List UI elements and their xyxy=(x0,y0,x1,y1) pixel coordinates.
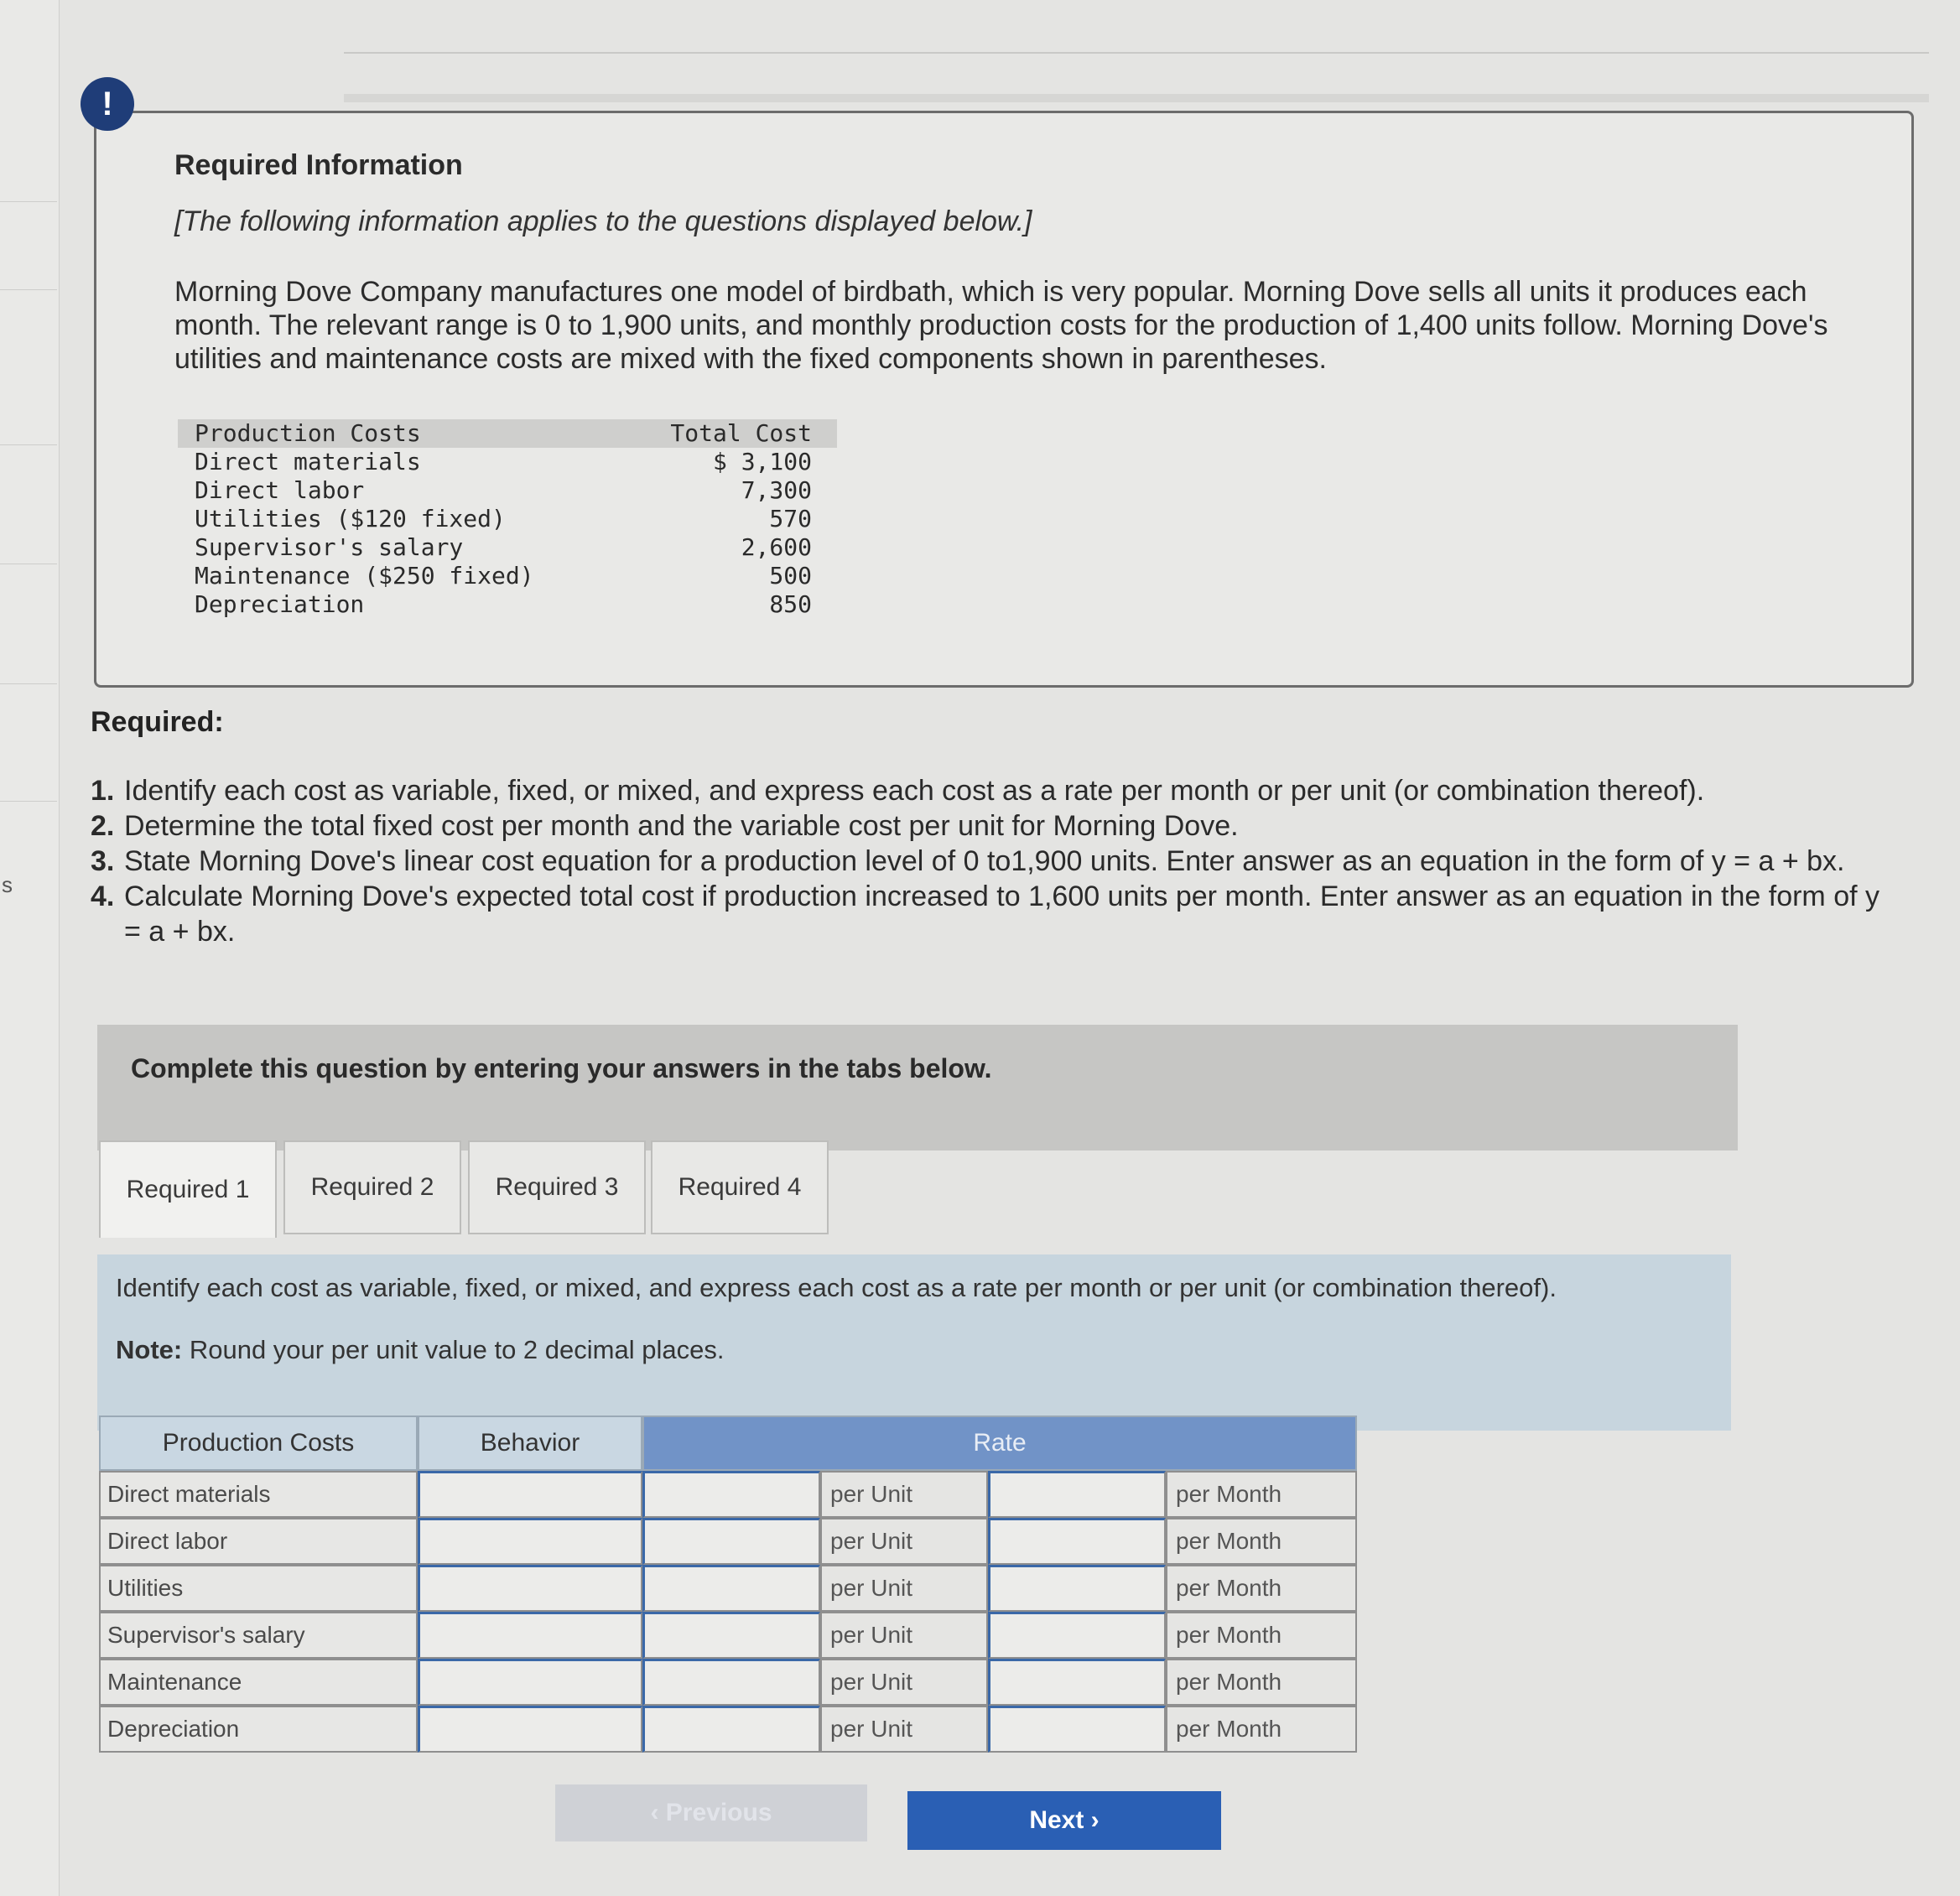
per-month-rate-input[interactable] xyxy=(988,1659,1166,1706)
cost-value: 570 xyxy=(769,505,812,532)
required-heading: Required: xyxy=(91,706,224,738)
required-item xyxy=(91,879,1894,949)
note-text: Round your per unit value to 2 decimal places. xyxy=(189,1335,725,1364)
per-unit-rate-input[interactable] xyxy=(642,1471,820,1518)
per-month-rate-input[interactable] xyxy=(988,1471,1166,1518)
per-unit-suffix: per Unit xyxy=(820,1659,988,1706)
cost-value: 2,600 xyxy=(741,533,812,561)
left-divider xyxy=(0,201,57,202)
info-paragraph: Morning Dove Company manufactures one model of birdbath, which is very popular. Morning Dove sells all units it produces each month. The relevant range is 0 to 1,900 units, and monthly production costs for the production of 1,400 units follow. Morning Dove's utilities and maintenance costs are mixed with the fixed components shown in parentheses. xyxy=(174,276,1828,375)
per-month-suffix: per Month xyxy=(1166,1659,1357,1706)
per-month-rate-input[interactable] xyxy=(988,1706,1166,1753)
header-behavior: Behavior xyxy=(418,1416,642,1471)
per-unit-suffix: per Unit xyxy=(820,1565,988,1612)
per-unit-rate-input[interactable] xyxy=(642,1565,820,1612)
tab-required-4[interactable]: Required 4 xyxy=(651,1140,829,1234)
instructions-panel xyxy=(97,1254,1731,1431)
left-divider xyxy=(0,683,57,684)
required-item-number: 1. xyxy=(91,775,115,807)
required-item-number: 3. xyxy=(91,845,115,877)
cost-value: 7,300 xyxy=(741,476,812,504)
left-strip xyxy=(0,0,60,1896)
cost-row xyxy=(178,476,837,505)
row-label-depreciation: Depreciation xyxy=(99,1706,418,1753)
alert-icon: ! xyxy=(81,77,134,131)
cost-value: $ 3,100 xyxy=(712,448,812,475)
production-cost-table xyxy=(178,419,837,619)
per-unit-suffix: per Unit xyxy=(820,1706,988,1753)
per-unit-suffix: per Unit xyxy=(820,1612,988,1659)
cost-label: Direct labor xyxy=(195,476,365,504)
info-subtitle: [The following information applies to the questions displayed below.] xyxy=(174,205,1032,237)
top-divider xyxy=(344,52,1929,54)
cost-label: Maintenance ($250 fixed) xyxy=(195,562,534,590)
per-unit-rate-input[interactable] xyxy=(642,1659,820,1706)
cost-label: Utilities ($120 fixed) xyxy=(195,505,506,532)
per-unit-rate-input[interactable] xyxy=(642,1518,820,1565)
required-item-number: 2. xyxy=(91,810,115,842)
cost-value: 500 xyxy=(769,562,812,590)
cost-label: Depreciation xyxy=(195,590,365,618)
cost-value: 850 xyxy=(769,590,812,618)
left-divider xyxy=(0,444,57,445)
per-month-suffix: per Month xyxy=(1166,1518,1357,1565)
behavior-input[interactable] xyxy=(418,1518,642,1565)
per-unit-suffix: per Unit xyxy=(820,1518,988,1565)
required-item-text: Identify each cost as variable, fixed, or mixed, and express each cost as a rate per month or per unit (or combination thereof). xyxy=(124,775,1705,807)
required-item-text: State Morning Dove's linear cost equation for a production level of 0 to1,900 units. Enter answer as an equation in the form of y = a + bx. xyxy=(124,845,1845,877)
previous-button[interactable]: ‹ Previous xyxy=(555,1784,867,1841)
answer-table xyxy=(99,1416,1357,1776)
behavior-input[interactable] xyxy=(418,1565,642,1612)
instructions-text: Identify each cost as variable, fixed, or mixed, and express each cost as a rate per month or per unit (or combination thereof). xyxy=(116,1273,1557,1302)
left-divider xyxy=(0,801,57,802)
left-divider xyxy=(0,289,57,290)
cost-row xyxy=(178,562,837,590)
behavior-input[interactable] xyxy=(418,1471,642,1518)
cost-label: Direct materials xyxy=(195,448,421,475)
required-item-number: 4. xyxy=(91,880,115,912)
left-edge-glyph: s xyxy=(2,872,13,897)
row-label-maintenance: Maintenance xyxy=(99,1659,418,1706)
required-item xyxy=(91,773,1894,808)
row-label-supervisors-salary: Supervisor's salary xyxy=(99,1612,418,1659)
complete-banner-text: Complete this question by entering your answers in the tabs below. xyxy=(131,1053,992,1083)
per-month-suffix: per Month xyxy=(1166,1706,1357,1753)
per-month-rate-input[interactable] xyxy=(988,1612,1166,1659)
behavior-input[interactable] xyxy=(418,1659,642,1706)
header-rate: Rate xyxy=(642,1416,1357,1471)
tab-required-3[interactable]: Required 3 xyxy=(468,1140,646,1234)
per-unit-rate-input[interactable] xyxy=(642,1706,820,1753)
cost-header-label: Production Costs xyxy=(195,419,421,447)
row-label-direct-labor: Direct labor xyxy=(99,1518,418,1565)
cost-table-header xyxy=(178,419,837,448)
tab-required-2[interactable]: Required 2 xyxy=(283,1140,461,1234)
behavior-input[interactable] xyxy=(418,1612,642,1659)
cost-row xyxy=(178,533,837,562)
per-month-suffix: per Month xyxy=(1166,1565,1357,1612)
per-month-rate-input[interactable] xyxy=(988,1518,1166,1565)
required-item xyxy=(91,808,1894,844)
required-list xyxy=(91,773,1894,949)
tab-required-1[interactable]: Required 1 xyxy=(99,1140,277,1238)
required-item-text: Calculate Morning Dove's expected total cost if production increased to 1,600 units per month. Enter answer as an equation in the form of y = a + bx. xyxy=(124,880,1879,948)
per-month-suffix: per Month xyxy=(1166,1612,1357,1659)
instructions-note xyxy=(116,1335,724,1365)
per-unit-rate-input[interactable] xyxy=(642,1612,820,1659)
per-month-rate-input[interactable] xyxy=(988,1565,1166,1612)
complete-question-banner xyxy=(97,1025,1738,1151)
cost-row xyxy=(178,448,837,476)
cost-row xyxy=(178,505,837,533)
next-button[interactable]: Next › xyxy=(907,1791,1221,1850)
behavior-input[interactable] xyxy=(418,1706,642,1753)
note-label: Note: xyxy=(116,1335,183,1364)
required-item-text: Determine the total fixed cost per month and the variable cost per unit for Morning Dove. xyxy=(124,810,1239,842)
row-label-utilities: Utilities xyxy=(99,1565,418,1612)
header-production-costs: Production Costs xyxy=(99,1416,418,1471)
top-band xyxy=(344,94,1929,102)
info-title: Required Information xyxy=(174,149,463,181)
cost-header-total: Total Cost xyxy=(670,419,812,447)
per-unit-suffix: per Unit xyxy=(820,1471,988,1518)
cost-row xyxy=(178,590,837,619)
cost-label: Supervisor's salary xyxy=(195,533,464,561)
row-label-direct-materials: Direct materials xyxy=(99,1471,418,1518)
required-item xyxy=(91,844,1894,879)
per-month-suffix: per Month xyxy=(1166,1471,1357,1518)
